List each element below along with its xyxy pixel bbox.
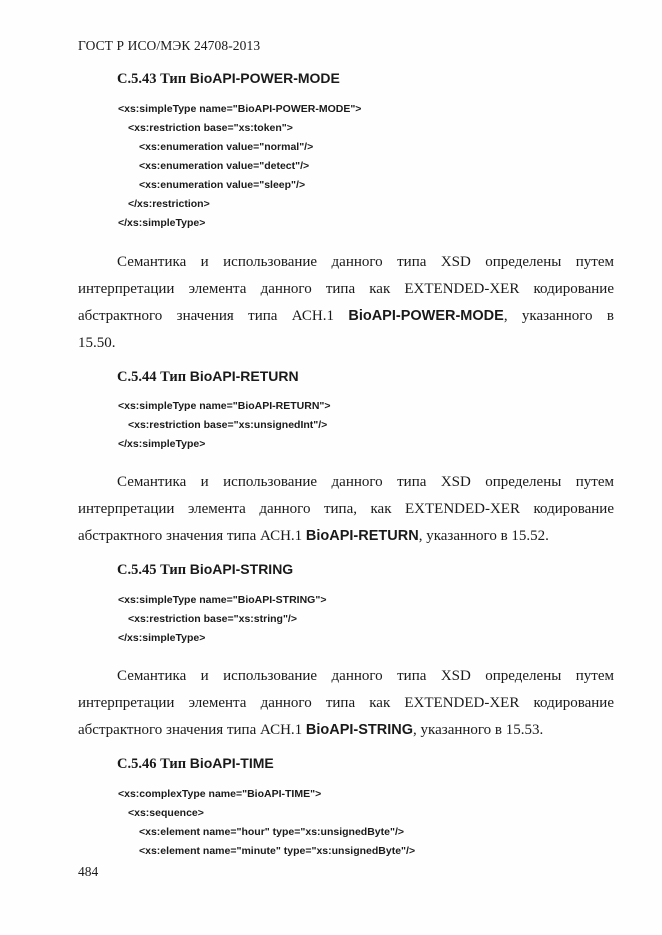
section-heading-c544	[117, 368, 299, 386]
paragraph-line: интерпретации элемента данного типа, как EXTENDED-XER кодирование	[78, 501, 614, 517]
page-number: 484	[78, 864, 99, 879]
paragraph-line: Семантика и использование данного типа XSD определены путем	[117, 668, 614, 684]
code-line: <xs:enumeration value="normal"/>	[139, 141, 314, 153]
paragraph-text: , указанного в 15.53.	[413, 722, 544, 738]
section-number: C.5.44 Тип	[117, 369, 187, 385]
code-line: </xs:simpleType>	[118, 632, 206, 644]
paragraph-line	[78, 303, 614, 330]
paragraph-line: интерпретации элемента данного типа как EXTENDED-XER кодирование	[78, 281, 614, 297]
section-type-name: BioAPI-RETURN	[189, 368, 299, 384]
section-type-name: BioAPI-STRING	[189, 561, 294, 577]
section-number: C.5.43 Тип	[117, 71, 187, 87]
code-line: <xs:element name="minute" type="xs:unsignedByte"/>	[139, 845, 416, 857]
paragraph-text: абстрактного значения типа АСН.1	[78, 528, 303, 544]
section-number: C.5.46 Тип	[117, 756, 187, 772]
section-heading-c545	[117, 561, 293, 579]
code-line: <xs:element name="hour" type="xs:unsignedByte"/>	[139, 826, 404, 838]
paragraph-text: , указанного в 15.52.	[418, 528, 549, 544]
section-heading-c546	[117, 755, 274, 773]
code-line: <xs:enumeration value="detect"/>	[139, 160, 310, 172]
section-type-name: BioAPI-TIME	[189, 755, 274, 771]
code-line: <xs:sequence>	[128, 807, 204, 819]
paragraph-text: абстрактного значения типа АСН.1	[78, 308, 334, 324]
section-number: C.5.45 Тип	[117, 562, 187, 578]
type-name-bold: BioAPI-POWER-MODE	[348, 308, 504, 324]
code-line: <xs:restriction base="xs:unsignedInt"/>	[128, 419, 328, 431]
type-name-bold: BioAPI-RETURN	[305, 528, 419, 544]
paragraph-line: 15.50.	[78, 335, 116, 351]
paragraph-line: Семантика и использование данного типа XSD определены путем	[117, 254, 614, 270]
paragraph-c545	[78, 663, 614, 744]
code-line: </xs:simpleType>	[118, 438, 206, 450]
type-name-bold: BioAPI-STRING	[305, 722, 414, 738]
paragraph-c544	[78, 469, 614, 550]
code-line: <xs:restriction base="xs:token">	[128, 122, 293, 134]
paragraph-line: Семантика и использование данного типа XSD определены путем	[117, 474, 614, 490]
code-line: <xs:simpleType name="BioAPI-STRING">	[118, 594, 327, 606]
paragraph-line	[78, 523, 614, 550]
code-line: <xs:complexType name="BioAPI-TIME">	[118, 788, 322, 800]
standard-header: ГОСТ Р ИСО/МЭК 24708-2013	[78, 38, 261, 53]
paragraph-c543	[78, 249, 614, 357]
section-heading-c543	[117, 70, 340, 88]
code-line: <xs:enumeration value="sleep"/>	[139, 179, 306, 191]
paragraph-line: интерпретации элемента данного типа как EXTENDED-XER кодирование	[78, 695, 614, 711]
section-type-name: BioAPI-POWER-MODE	[189, 70, 340, 86]
paragraph-text: , указанного в	[503, 308, 614, 324]
code-line: </xs:restriction>	[128, 198, 210, 210]
paragraph-text: абстрактного значения типа АСН.1	[78, 722, 303, 738]
code-line: <xs:restriction base="xs:string"/>	[128, 613, 297, 625]
code-line: </xs:simpleType>	[118, 217, 206, 229]
code-line: <xs:simpleType name="BioAPI-POWER-MODE">	[118, 103, 362, 115]
paragraph-line	[78, 717, 614, 744]
code-line: <xs:simpleType name="BioAPI-RETURN">	[118, 400, 331, 412]
